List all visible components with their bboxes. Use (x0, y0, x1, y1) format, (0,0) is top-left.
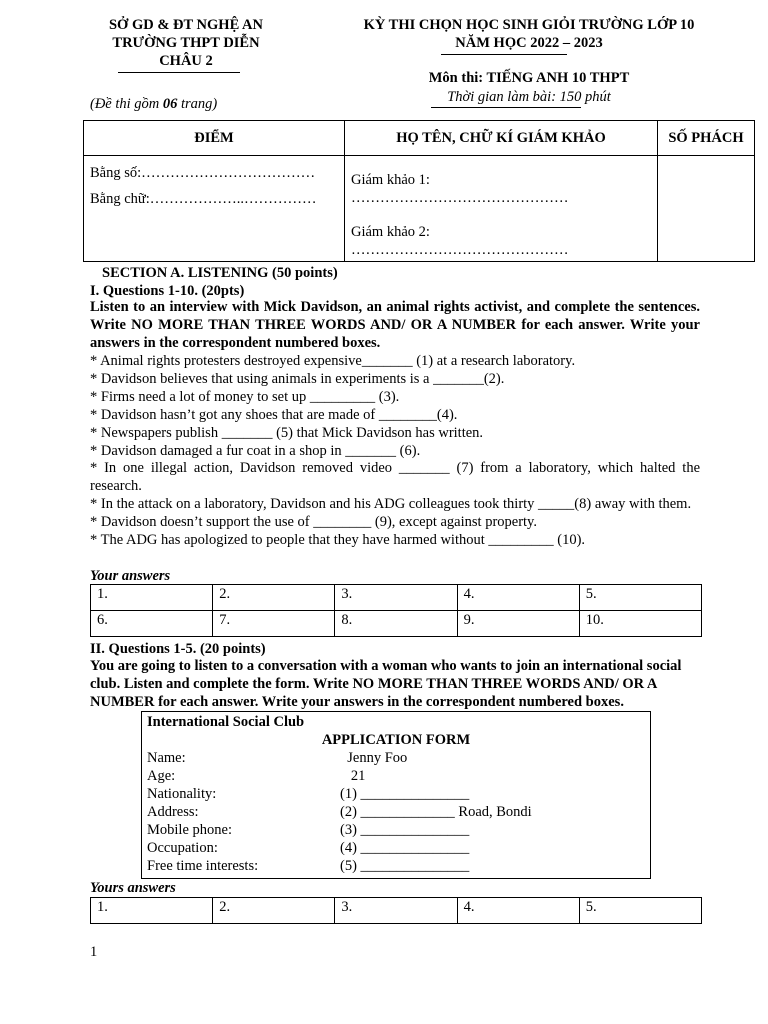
your-answers-label: Your answers (90, 568, 171, 584)
school-year: NĂM HỌC 2022 – 2023 (455, 35, 603, 51)
school-name-line1: TRƯỜNG THPT DIỄN (112, 35, 260, 51)
examiner1-signature-line[interactable]: ……………………………………… (351, 190, 569, 206)
question-10: * The ADG has apologized to people that they have harmed without _________ (10). (90, 532, 586, 549)
answer-box-4[interactable]: 4. (457, 898, 579, 924)
form-label: Occupation: (147, 840, 218, 856)
question-6: * Davidson damaged a fur coat in a shop in _______ (6). (90, 442, 421, 459)
form-blank[interactable]: (1) _______________ (340, 786, 470, 802)
exam-title: KỲ THI CHỌN HỌC SINH GIỎI TRƯỜNG LỚP 10 (363, 17, 695, 33)
answer-box-2[interactable]: 2. (213, 898, 335, 924)
part1-questions (90, 353, 700, 550)
form-blank[interactable]: (5) _______________ (340, 858, 470, 874)
form-value: 21 (340, 768, 366, 784)
form-blank[interactable]: (4) _______________ (340, 840, 470, 856)
part2-title: II. Questions 1-5. (20 points) (90, 641, 266, 657)
time-underline (431, 107, 581, 108)
answer-box-10[interactable]: 10. (579, 611, 701, 637)
answer-box-7[interactable]: 7. (213, 611, 335, 637)
answer-box-4[interactable]: 4. (457, 585, 579, 611)
form-label: Address: (147, 804, 199, 820)
answer-box-6[interactable]: 6. (91, 611, 213, 637)
header-underline-left (118, 72, 240, 73)
question-1: * Animal rights protesters destroyed expensive_______ (1) at a research laboratory. (90, 353, 576, 369)
answer-box-9[interactable]: 9. (457, 611, 579, 637)
club-name: International Social Club (147, 714, 305, 730)
question-5: * Newspapers publish _______ (5) that Mick Davidson has written. (90, 424, 484, 441)
answer-box-1[interactable]: 1. (91, 898, 213, 924)
question-9: * Davidson doesn’t support the use of ________ (9), except against property. (90, 514, 537, 531)
form-title: APPLICATION FORM (321, 732, 471, 748)
page-number: 1 (90, 944, 98, 960)
secret-code-header: SỐ PHÁCH (658, 121, 755, 156)
answer-box-5[interactable]: 5. (579, 585, 701, 611)
score-words-line[interactable]: Bằng chữ:………………..…………… (90, 191, 317, 207)
answer-box-1[interactable]: 1. (91, 585, 213, 611)
answer-box-5[interactable]: 5. (579, 898, 701, 924)
question-2: * Davidson believes that using animals in experiments is a _______(2). (90, 370, 505, 387)
school-name-line2: CHÂU 2 (159, 53, 213, 69)
secret-code-cell[interactable] (658, 156, 755, 262)
header-underline-right (441, 54, 567, 55)
page-count-note (90, 95, 217, 113)
answer-table-part2 (90, 897, 702, 924)
application-form (141, 711, 651, 879)
question-8: * In the attack on a laboratory, Davidson and his ADG colleagues took thirty _____(8) away with them. (90, 496, 692, 513)
form-label: Mobile phone: (147, 822, 232, 838)
exam-time: Thời gian làm bài: 150 phút (447, 89, 611, 105)
score-table (83, 120, 755, 262)
form-label: Nationality: (147, 786, 217, 802)
examiner-cell (345, 156, 658, 262)
part1-instructions: Listen to an interview with Mick Davidson, an animal rights activist, and complete the sentences. Write NO MORE THAN THREE WORDS AND/ OR A NUMBER for each answer. Write your answers in the correspondent numbered boxes. (90, 299, 700, 351)
pages-count: 06 (162, 96, 178, 112)
answer-box-2[interactable]: 2. (213, 585, 335, 611)
question-3: * Firms need a lot of money to set up _________ (3). (90, 388, 400, 405)
answer-box-3[interactable]: 3. (335, 585, 457, 611)
pages-prefix: (Đề thi gồm (90, 96, 163, 112)
score-cell (84, 156, 345, 262)
answer-box-8[interactable]: 8. (335, 611, 457, 637)
examiner1-label: Giám khảo 1: (351, 172, 430, 188)
exam-header (344, 16, 714, 52)
department-name: SỞ GD & ĐT NGHỆ AN (108, 17, 264, 33)
exam-subject: Môn thi: TIẾNG ANH 10 THPT (428, 70, 630, 86)
question-4: * Davidson hasn’t got any shoes that are made of ________(4). (90, 406, 458, 423)
examiner2-label: Giám khảo 2: (351, 224, 430, 240)
answer-table-part1 (90, 584, 702, 637)
form-blank[interactable]: (3) _______________ (340, 822, 470, 838)
part1-title: I. Questions 1-10. (20pts) (90, 283, 245, 299)
examiner-header: HỌ TÊN, CHỮ KÍ GIÁM KHẢO (345, 121, 658, 156)
form-blank[interactable]: (2) _____________ Road, Bondi (340, 804, 532, 820)
answer-box-3[interactable]: 3. (335, 898, 457, 924)
form-label: Name: (147, 750, 186, 766)
examiner2-signature-line[interactable]: ……………………………………… (351, 242, 569, 258)
question-7: * In one illegal action, Davidson removed video _______ (7) from a laboratory, which halted the research. (90, 460, 700, 495)
form-label: Age: (147, 768, 176, 784)
yours-answers-label: Yours answers (90, 880, 176, 896)
form-label: Free time interests: (147, 858, 259, 874)
part2-instructions: You are going to listen to a conversation with a woman who wants to join an international social club. Listen and complete the form. Write NO MORE THAN THREE WORDS AND/ OR A NUMBER for each answer. Write your answers in the correspondent numbered boxes. (90, 658, 682, 710)
school-header (96, 16, 276, 70)
score-header: ĐIỂM (84, 121, 345, 156)
score-number-line[interactable]: Bằng số:……………………………… (90, 165, 316, 181)
form-value: Jenny Foo (340, 750, 408, 766)
section-a-title: SECTION A. LISTENING (50 points) (102, 265, 338, 281)
pages-suffix: trang) (177, 96, 218, 112)
